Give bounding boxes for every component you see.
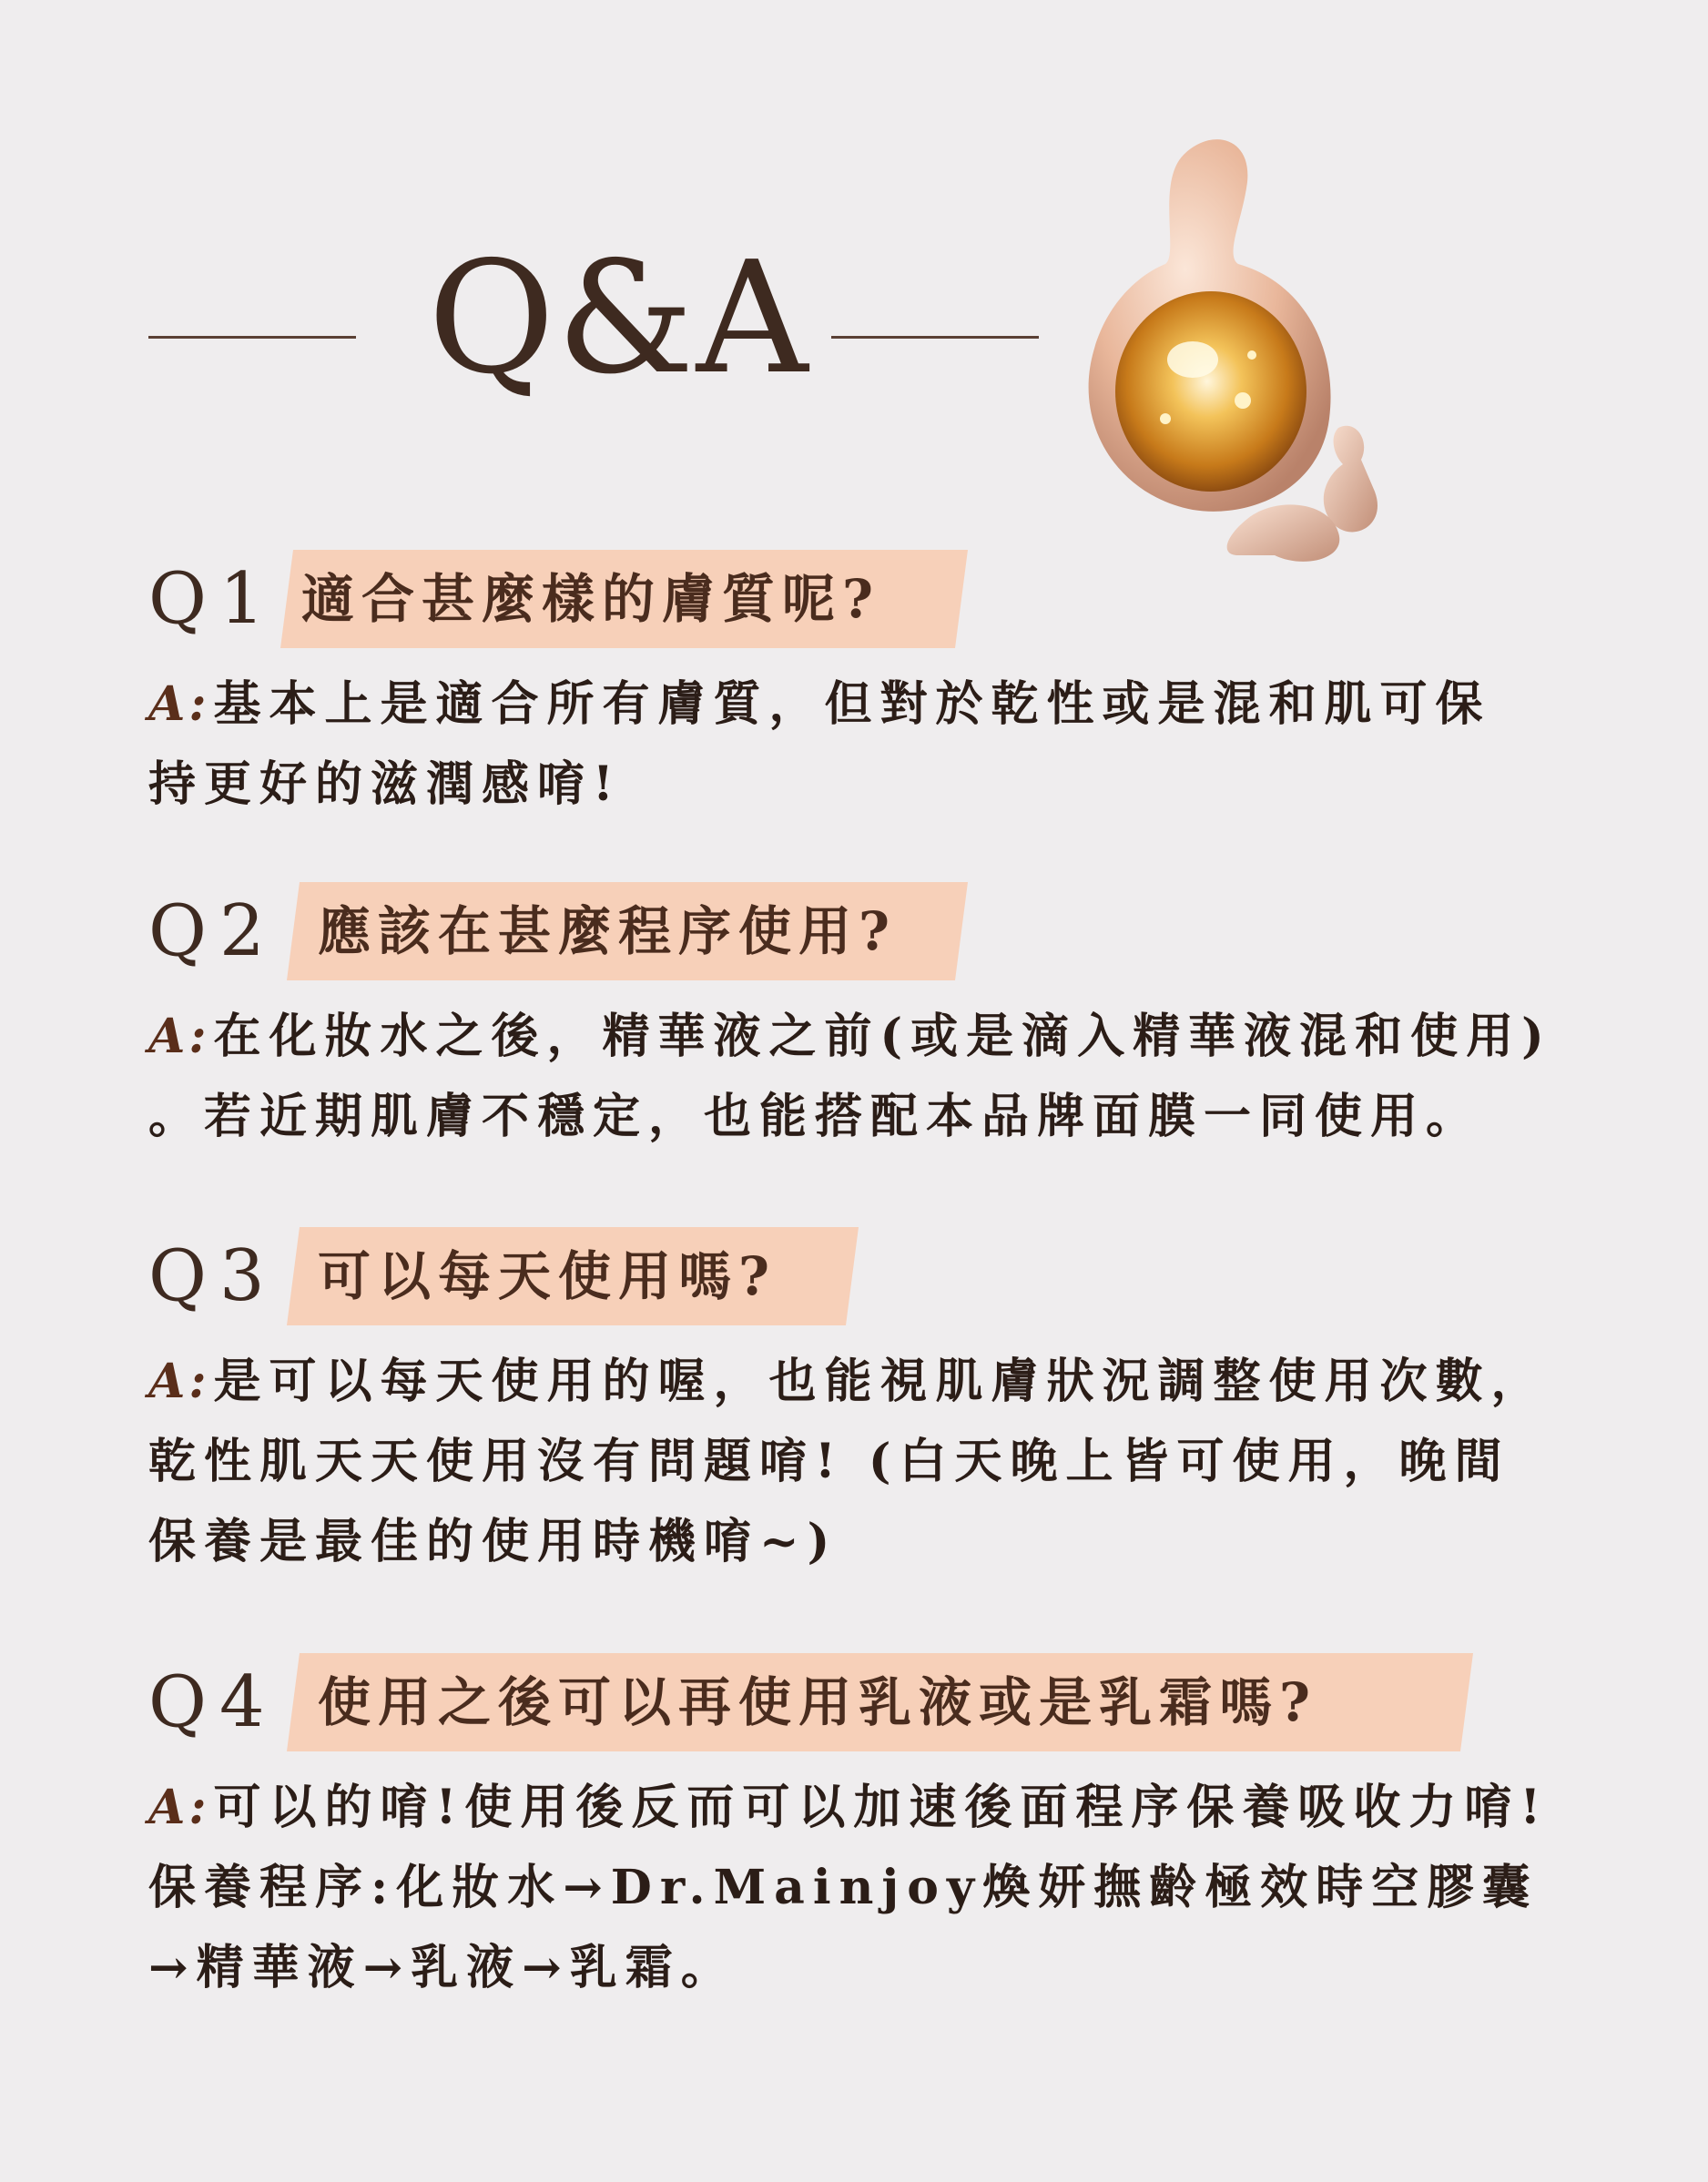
answer-line: A:是可以每天使用的喔，也能視肌膚狀況調整使用次數，: [148, 1354, 1547, 1409]
question-text: 適合甚麼樣的膚質呢?: [301, 568, 880, 630]
question-row: [148, 877, 1605, 986]
question-number: Q2: [148, 890, 278, 972]
question-text: 可以每天使用嗎?: [318, 1245, 777, 1307]
serum-capsule-icon: [1056, 127, 1439, 573]
answer-line: 保養程序:化妝水→Dr.Mainjoy煥妍撫齡極效時空膠囊: [148, 1860, 1539, 1915]
qa-item: [148, 544, 1605, 825]
answer-label: A:: [148, 1009, 210, 1064]
question-text: 應該在甚麼程序使用?: [318, 900, 897, 962]
qa-item: [148, 1648, 1605, 2008]
question-number: Q4: [148, 1661, 278, 1743]
question-row: [148, 1648, 1605, 1757]
question-row: [148, 1222, 1605, 1331]
answer-label: A:: [148, 1780, 210, 1835]
qa-item: [148, 1222, 1605, 1582]
header: [0, 0, 1708, 510]
answer-text: [148, 997, 1605, 1157]
title-rule-right: [831, 336, 1039, 339]
answer-text: [148, 1342, 1605, 1582]
answer-line: A:基本上是適合所有膚質，但對於乾性或是混和肌可保: [148, 676, 1491, 732]
answer-line: A:在化妝水之後，精華液之前(或是滴入精華液混和使用): [148, 1009, 1552, 1064]
answer-text: [148, 1768, 1605, 2008]
answer-line: 乾性肌天天使用沒有問題唷! (白天晚上皆可使用，晚間: [148, 1434, 1510, 1489]
question-number: Q1: [148, 558, 278, 640]
title-rule-left: [148, 336, 356, 339]
question-row: [148, 544, 1605, 654]
question-number: Q3: [148, 1235, 278, 1317]
qa-item: [148, 877, 1605, 1157]
answer-line: A:可以的唷!使用後反而可以加速後面程序保養吸收力唷!: [148, 1780, 1550, 1835]
answer-text: [148, 665, 1605, 825]
answer-label: A:: [148, 676, 210, 732]
answer-line: →精華液→乳液→乳霜。: [148, 1940, 737, 1995]
answer-label: A:: [148, 1354, 210, 1409]
answer-line: 。若近期肌膚不穩定，也能搭配本品牌面膜一同使用。: [148, 1089, 1482, 1144]
page-title: Q&A: [428, 228, 810, 409]
answer-line: 保養是最佳的使用時機唷~): [148, 1514, 839, 1569]
answer-line: 持更好的滋潤感唷!: [148, 756, 622, 812]
question-text: 使用之後可以再使用乳液或是乳霜嗎?: [318, 1671, 1317, 1733]
